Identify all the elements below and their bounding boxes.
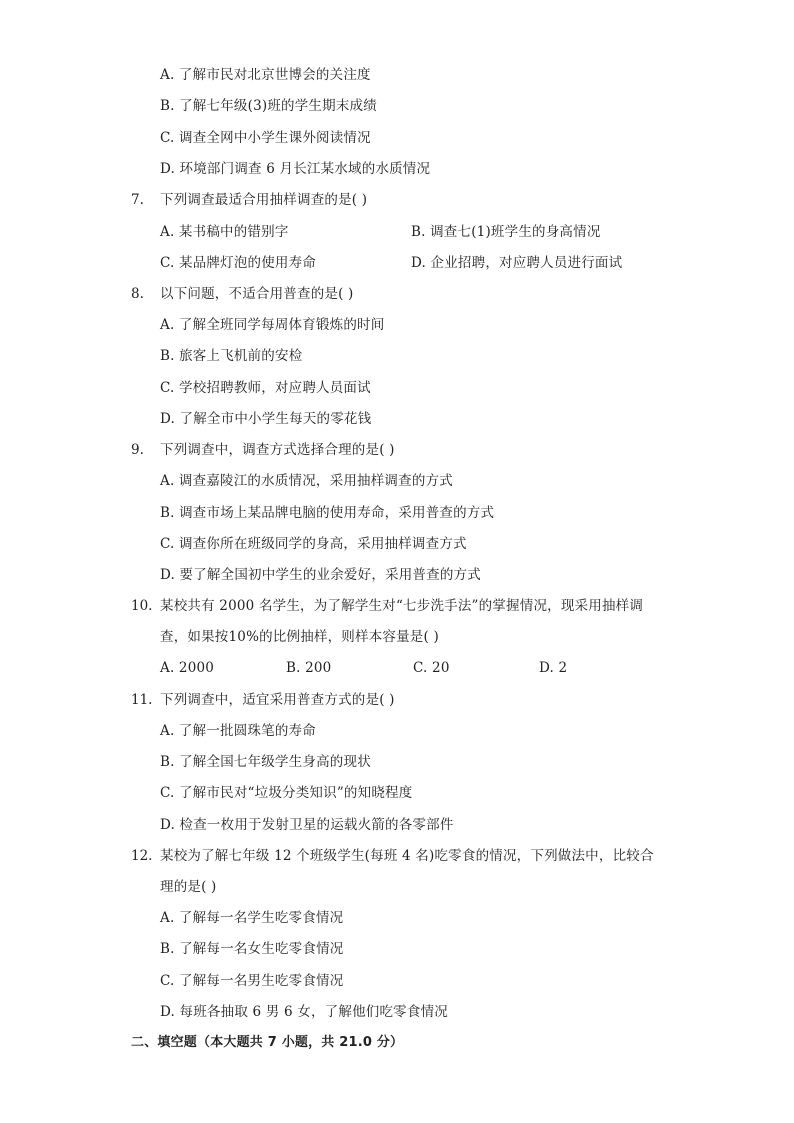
option-b: B. 了解全国七年级学生身高的现状 — [160, 754, 371, 770]
question-number: 10. — [131, 598, 153, 614]
option-a: A. 了解一批圆珠笔的寿命 — [160, 723, 316, 739]
option-a: A. 了解市民对北京世博会的关注度 — [160, 67, 371, 83]
option-d: D. 企业招聘，对应聘人员进行面试 — [411, 255, 623, 271]
question-text: 下列调查最适合用抽样调查的是( ) — [160, 192, 368, 208]
option-b: B. 了解七年级(3)班的学生期末成绩 — [160, 98, 377, 114]
option-b: B. 调查七(1)班学生的身高情况 — [411, 224, 601, 240]
question-text-continued: 查，如果按10%的比例抽样，则样本容量是( ) — [160, 629, 439, 645]
option-b: B. 200 — [286, 660, 332, 676]
option-c: C. 调查全网中小学生课外阅读情况 — [160, 130, 371, 146]
section-heading: 二、填空题（本大题共 7 小题，共 21.0 分） — [131, 1035, 404, 1050]
option-b: B. 了解每一名女生吃零食情况 — [160, 941, 344, 957]
option-c: C. 20 — [413, 660, 450, 676]
option-a: A. 某书稿中的错别字 — [160, 224, 289, 240]
option-a: A. 了解每一名学生吃零食情况 — [160, 910, 344, 926]
question-text: 以下问题，不适合用普查的是( ) — [160, 286, 354, 302]
option-a: A. 2000 — [160, 660, 215, 676]
question-text: 某校为了解七年级 12 个班级学生(每班 4 名)吃零食的情况，下列做法中，比较合 — [160, 848, 654, 864]
option-d: D. 环境部门调查 6 月长江某水域的水质情况 — [160, 161, 431, 177]
option-a: A. 调查嘉陵江的水质情况，采用抽样调查的方式 — [160, 473, 453, 489]
question-text: 下列调查中，适宜采用普查方式的是( ) — [160, 692, 395, 708]
option-c: C. 某品牌灯泡的使用寿命 — [160, 255, 317, 271]
option-d: D. 2 — [539, 660, 568, 676]
option-c: C. 学校招聘教师，对应聘人员面试 — [160, 380, 371, 396]
question-text: 某校共有 2000 名学生，为了解学生对“七步洗手法”的掌握情况，现采用抽样调 — [160, 598, 644, 614]
question-number: 9. — [131, 442, 144, 458]
question-text-continued: 理的是( ) — [160, 879, 217, 895]
option-b: B. 调查市场上某品牌电脑的使用寿命，采用普查的方式 — [160, 505, 495, 521]
question-number: 7. — [131, 192, 144, 208]
option-d: D. 了解全市中小学生每天的零花钱 — [160, 411, 372, 427]
question-text: 下列调查中，调查方式选择合理的是( ) — [160, 442, 395, 458]
option-b: B. 旅客上飞机前的安检 — [160, 348, 303, 364]
question-number: 8. — [131, 286, 144, 302]
option-d: D. 要了解全国初中学生的业余爱好，采用普查的方式 — [160, 567, 481, 583]
question-number: 11. — [131, 692, 153, 708]
option-d: D. 每班各抽取 6 男 6 女，了解他们吃零食情况 — [160, 1004, 448, 1020]
option-c: C. 了解市民对“垃圾分类知识”的知晓程度 — [160, 785, 413, 801]
option-c: C. 调查你所在班级同学的身高，采用抽样调查方式 — [160, 536, 467, 552]
question-number: 12. — [131, 848, 153, 864]
option-a: A. 了解全班同学每周体育锻炼的时间 — [160, 317, 385, 333]
option-c: C. 了解每一名男生吃零食情况 — [160, 973, 344, 989]
option-d: D. 检查一枚用于发射卫星的运载火箭的各零部件 — [160, 817, 454, 833]
